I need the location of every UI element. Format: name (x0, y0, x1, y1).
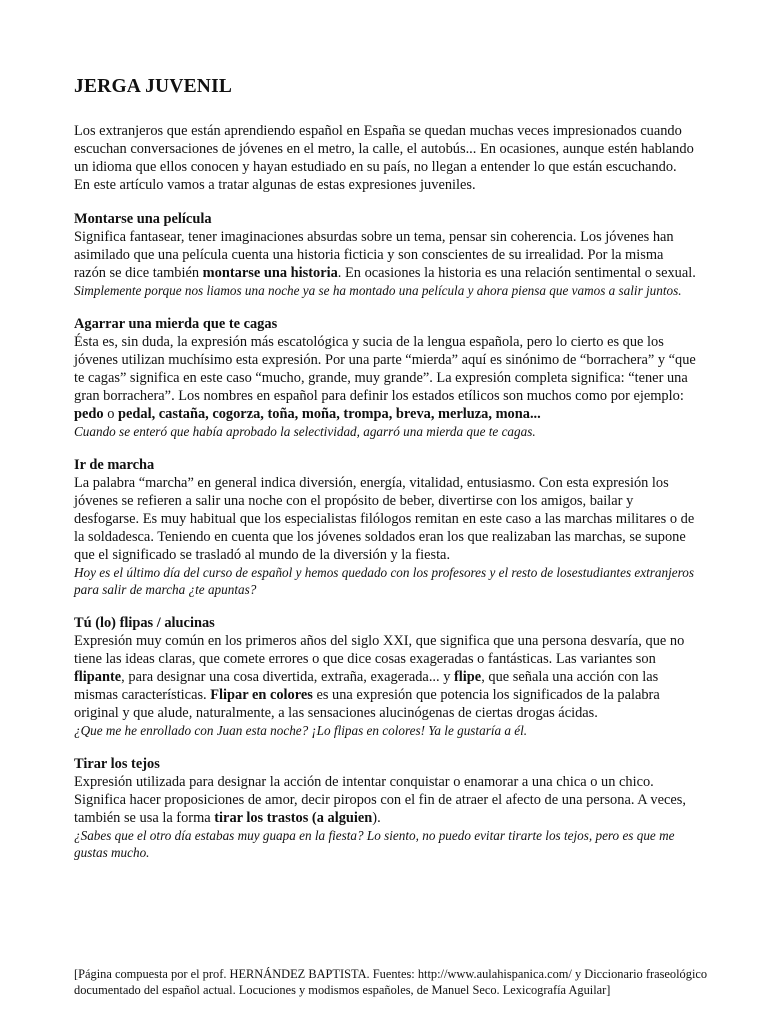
bold-term: Flipar en colores (210, 687, 313, 703)
body-text: o (103, 406, 118, 422)
body-text: Expresión utilizada para designar la acción de intentar conquistar o enamorar a una chica o un chico. Significa hacer proposiciones de amor, decir piropos con el fin de atraer el afecto de una persona. A veces, también se usa la forma (74, 774, 686, 826)
bold-term: pedal, castaña, cogorza, toña, moña, trompa, breva, merluza, mona... (117, 406, 541, 422)
footer-credits: [Página compuesta por el prof. HERNÁNDEZ BAPTISTA. Fuentes: http://www.aulahispanica.com/ y Diccionario fraseológico documentado del español actual. Locuciones y modismos españoles, de Manuel Seco. Lexicografía Aguilar] (74, 967, 708, 997)
section (74, 315, 696, 440)
section-title: Tirar los tejos (74, 756, 160, 772)
section-example: Hoy es el último día del curso de español y hemos quedado con los profesores y el resto de losestudiantes extranjeros para salir de marcha ¿te apuntas? (74, 565, 694, 597)
body-text: Ésta es, sin duda, la expresión más escatológica y sucia de la lengua española, pero lo cierto es que los jóvenes utilizan muchísimo esta expresión. Por una parte “mierda” aquí es sinónimo de “borrachera” y “que te cagas” significa en este caso “mucho, grande, muy grande”. La expresión completa significa: “tener una gran borrachera”. Los nombres en español para definir los estados etílicos son muchos como por ejemplo: (74, 334, 696, 404)
bold-term: montarse una historia (202, 265, 338, 281)
section-body (74, 773, 696, 827)
section-example: Simplemente porque nos liamos una noche ya se ha montado una película y ahora piensa que vamos a salir juntos. (74, 283, 682, 298)
section-example: Cuando se enteró que había aprobado la selectividad, agarró una mierda que te cagas. (74, 424, 536, 439)
body-text: La palabra “marcha” en general indica diversión, energía, vitalidad, entusiasmo. Con esta expresión los jóvenes se refieren a salir una noche con el propósito de beber, divertirse con los amigos, bailar y desfogarse. Es muy habitual que los especialistas filólogos remitan en este caso a las marchas militares o de la soldadesca. Teniendo en cuenta que los jóvenes soldados eran los que realizaban las marchas, se supone que el significado se trasladó al mundo de la diversión y la fiesta. (74, 475, 695, 563)
section-title: Agarrar una mierda que te cagas (74, 316, 278, 332)
section-body (74, 333, 696, 423)
article (74, 76, 696, 877)
section (74, 614, 696, 739)
body-text: , para designar una cosa divertida, extraña, exagerada... y (121, 669, 454, 685)
section-example: ¿Sabes que el otro día estabas muy guapa en la fiesta? Lo siento, no puedo evitar tirarte los tejos, pero es que me gustas mucho. (74, 828, 675, 860)
body-text: es una expresión que potencia los significados de la palabra original y que alude, naturalmente, a las sensaciones alucinógenas de ciertas drogas ácidas. (74, 687, 660, 721)
section-title: Montarse una película (74, 211, 212, 227)
section (74, 456, 696, 598)
page-title: JERGA JUVENIL (74, 76, 233, 97)
section-body (74, 632, 696, 722)
intro-paragraph: Los extranjeros que están aprendiendo español en España se quedan muchas veces impresionados cuando escuchan conversaciones de jóvenes en el metro, la calle, el autobús... En ocasiones, aunque estén hablando un idioma que ellos conocen y hayan estudiado en su país, no llegan a entender lo que están escuchando. En este artículo vamos a tratar algunas de estas expresiones juveniles. (74, 123, 694, 193)
body-text: , que señala una acción con las mismas características. (74, 669, 659, 703)
section-title: Tú (lo) flipas / alucinas (74, 615, 215, 631)
body-text: ). (372, 810, 381, 826)
section-body (74, 474, 696, 564)
bold-term: flipe (454, 669, 482, 685)
bold-term: tirar los trastos (a alguien (214, 810, 373, 826)
section-example: ¿Que me he enrollado con Juan esta noche? ¡Lo flipas en colores! Ya le gustaría a él. (74, 723, 528, 738)
section-body (74, 228, 696, 282)
bold-term: flipante (74, 669, 122, 685)
section-title: Ir de marcha (74, 457, 155, 473)
sections-container (74, 210, 696, 861)
body-text: Significa fantasear, tener imaginaciones absurdas sobre un tema, pensar sin coherencia. Los jóvenes han asimilado que una película cuenta una historia ficticia y son conscientes de su irrealidad. Por la misma razón se dice también (74, 229, 674, 281)
bold-term: pedo (74, 406, 104, 422)
body-text: . En ocasiones la historia es una relación sentimental o sexual. (337, 265, 696, 281)
section (74, 210, 696, 299)
body-text: Expresión muy común en los primeros años del siglo XXI, que significa que una persona desvaría, que no tiene las ideas claras, que comete errores o que dice cosas exageradas o fantásticas. Las variantes son (74, 633, 685, 667)
section (74, 755, 696, 861)
